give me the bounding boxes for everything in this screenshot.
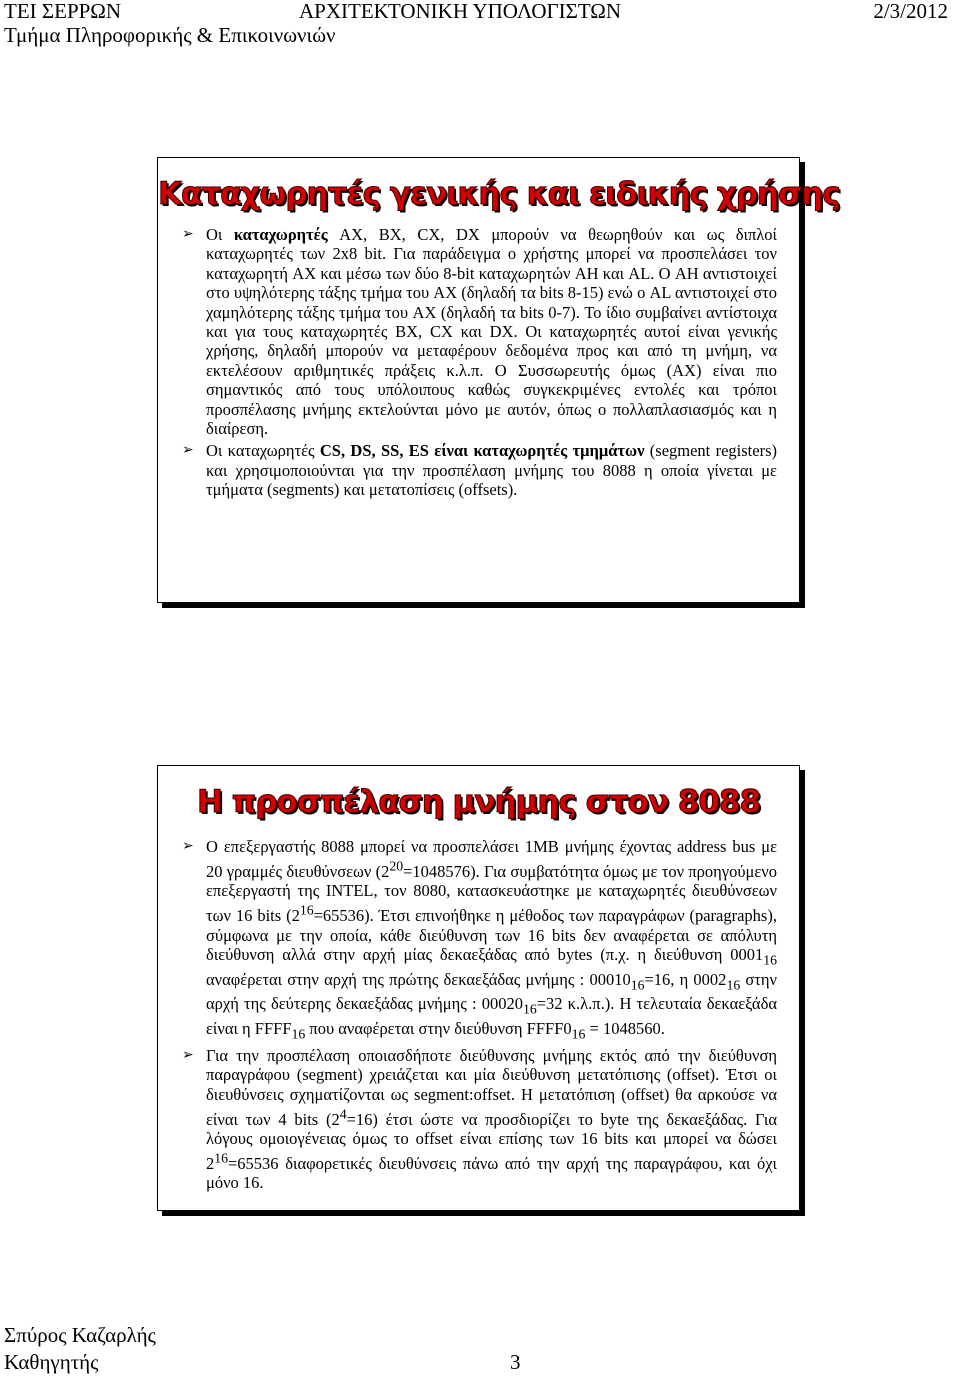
bullet-list xyxy=(158,225,799,500)
list-item xyxy=(182,1046,777,1193)
header-date: 2/3/2012 xyxy=(873,0,948,23)
arrowhead-bullet-icon: ➢ xyxy=(182,838,194,854)
course-title: ΑΡΧΙΤΕΚΤΟΝΙΚΗ ΥΠΟΛΟΓΙΣΤΩΝ xyxy=(299,0,622,23)
author-name: Σπύρος Καζαρλής xyxy=(4,1323,156,1347)
institution-name: ΤΕΙ ΣΕΡΡΩΝ xyxy=(4,0,122,23)
slide-general-special-registers xyxy=(157,157,840,603)
department-name: Τμήμα Πληροφορικής & Επικοινωνιών xyxy=(4,23,336,47)
list-item xyxy=(182,225,777,438)
arrowhead-bullet-icon: ➢ xyxy=(182,442,194,459)
slide-title: Η προσπέλαση μνήμης στον 8088 xyxy=(196,784,761,820)
arrowhead-bullet-icon: ➢ xyxy=(182,1046,194,1063)
slide-8088-memory-access xyxy=(157,765,800,1211)
bullet-text: Οι καταχωρητές CS, DS, SS, ES είναι καταχωρητές τμημάτων (segment registers) και χρησιμοποιούνται για την προσπέλαση μνήμης του 8088 η οποία γίνεται με τμήματα (segments) και μετατοπίσεις (offsets). xyxy=(206,441,777,500)
author-role: Καθηγητής xyxy=(4,1350,99,1374)
page-number: 3 xyxy=(510,1350,521,1374)
bullet-list xyxy=(158,837,799,1193)
arrowhead-bullet-icon: ➢ xyxy=(182,226,194,242)
bullet-text: Οι καταχωρητές AX, BX, CX, DX μπορούν να θεωρηθούν και ως διπλοί καταχωρητές των 2x8 bit. Για παράδειγμα ο χρήστης μπορεί να προσπελάσει τον καταχωρητή AX και μέσω των δύο 8-bit καταχωρητών AH και AL. Ο AH αντιστοιχεί στο υψηλότερης τάξης τμήμα του AX (δηλαδή τα bits 8-15) ενώ ο AL αντιστοιχεί στο χαμηλότερης τάξης τμήμα του AX (δηλαδή τα bits 0-7). Το ίδιο συμβαίνει αντίστοιχα και για τους καταχωρητές BX, CX και DX. Οι καταχωρητές αυτοί είναι γενικής χρήσης, δηλαδή μπορούν να μεταφέρουν δεδομένα προς και από τη μνήμη, να εκτελέσουν αριθμητικές πράξεις κ.λ.π. Ο Συσσωρευτής όμως (AX) είναι πιο σημαντικός από τους υπόλοιπους καθώς συγκεκριμένες εντολές και τρόποι προσπέλασης μνήμης εκτελούνται μόνο με αυτόν, όπως ο πολλαπλασιασμός και η διαίρεση. xyxy=(206,225,777,439)
bullet-text: Ο επεξεργαστής 8088 μπορεί να προσπελάσει 1MB μνήμης έχοντας address bus με 20 γραμμές διευθύνσεων $(2^{20}=1048576)$. Για συμβατότητα όμως με τον προηγούμενο επεξεργαστή της INTEL, τον 8080, κατασκευάστηκε με καταχωρητές διευθύνσεων των 16 bits $(2^{16}=65536)$. Έτσι επινοήθηκε η μέθοδος των παραγράφων (paragraphs), σύμφωνα με την οποία, κάθε διεύθυνση των 16 bits δεν αναφέρεται σε απόλυτη διεύθυνση αλλά στην αρχή μίας δεκαεξάδας από bytes (π.χ. η διεύθυνση $0001_{16}$ αναφέρεται στην αρχή της πρώτης δεκαεξάδας μνήμης : $00010_{16}=16$, η $0002_{16}$ στην αρχή της δεύτερης δεκαεξάδας μνήμης : $00020_{16}=32$ κ.λ.π.). Η τελευταία δεκαεξάδα είναι η $FFFF_{16}$ που αναφέρεται στην διεύθυνση $FFFF0_{16} = 1048560$. xyxy=(206,837,778,1042)
list-item xyxy=(182,837,777,1044)
list-item xyxy=(182,441,777,499)
slide-title: Καταχωρητές γενικής και ειδικής χρήσης xyxy=(158,176,840,212)
bullet-text: Για την προσπέλαση οποιασδήποτε διεύθυνσης μνήμης εκτός από την διεύθυνση παραγράφου (segment) χρειάζεται και μία διεύθυνση μετατόπισης (offset). Έτσι οι διευθύνσεις σχηματίζονται ως segment:offset. Η μετατόπιση (offset) θα αρκούσε να είναι των 4 bits $(2^4=16)$ έτσι ώστε να προσδιορίζει το byte της δεκαεξάδας. Για λόγους ομοιογένειας όμως το offset είναι επίσης των 16 bits και μπορεί να δώσει $2^{16}=65536$ διαφορετικές διευθύνσεις πάνω από την αρχή της παραγράφου, και όχι μόνο 16. xyxy=(206,1045,778,1193)
